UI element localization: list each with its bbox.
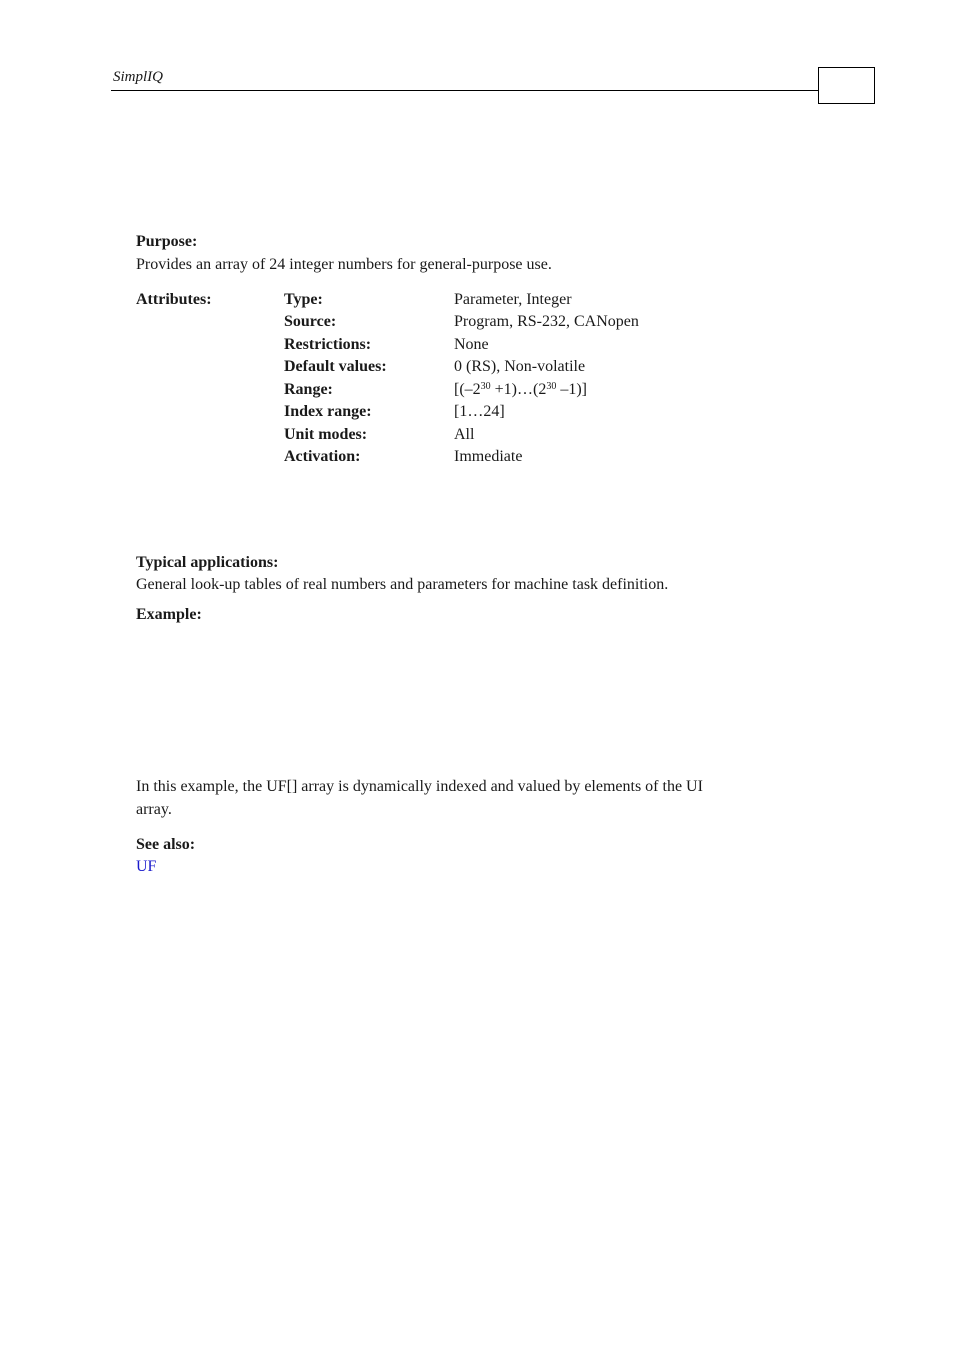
range-part-2: +1)…(2 [490,381,547,398]
attr-label-activation: Activation: [284,448,361,465]
range-exponent-2: 30 [546,381,557,392]
attr-value-activation: Immediate [454,448,523,465]
document-header-title: SimplIQ [113,69,163,85]
header-rule [111,90,819,91]
purpose-text: Provides an array of 24 integer numbers for general-purpose use. [136,256,552,273]
see-also-heading: See also: [136,836,196,853]
attr-value-type: Parameter, Integer [454,291,572,308]
range-exponent-1: 30 [480,381,491,392]
attr-label-index-range: Index range: [284,403,372,420]
range-part-3: –1)] [556,381,587,398]
example-description-line-2: array. [136,801,172,818]
attr-label-type: Type: [284,291,323,308]
attr-label-range: Range: [284,381,333,398]
example-heading: Example: [136,606,202,623]
attr-label-source: Source: [284,313,337,330]
attributes-heading: Attributes: [136,291,212,308]
attr-value-unit-modes: All [454,426,475,443]
purpose-heading: Purpose: [136,233,198,250]
typical-applications-text: General look-up tables of real numbers and parameters for machine task definition. [136,576,669,593]
attr-label-default-values: Default values: [284,358,387,375]
attr-value-default-values: 0 (RS), Non-volatile [454,358,586,375]
range-part-1: [(–2 [454,381,481,398]
attr-value-range [454,380,587,400]
attr-label-unit-modes: Unit modes: [284,426,368,443]
attr-value-index-range: [1…24] [454,403,505,420]
example-description-line-1: In this example, the UF[] array is dynamically indexed and valued by elements of the UI [136,778,703,795]
attr-label-restrictions: Restrictions: [284,336,372,353]
see-also-link-uf[interactable]: UF [136,858,157,875]
page-number-box [818,67,875,104]
typical-applications-heading: Typical applications: [136,554,279,571]
attr-value-source: Program, RS-232, CANopen [454,313,639,330]
attr-value-restrictions: None [454,336,489,353]
